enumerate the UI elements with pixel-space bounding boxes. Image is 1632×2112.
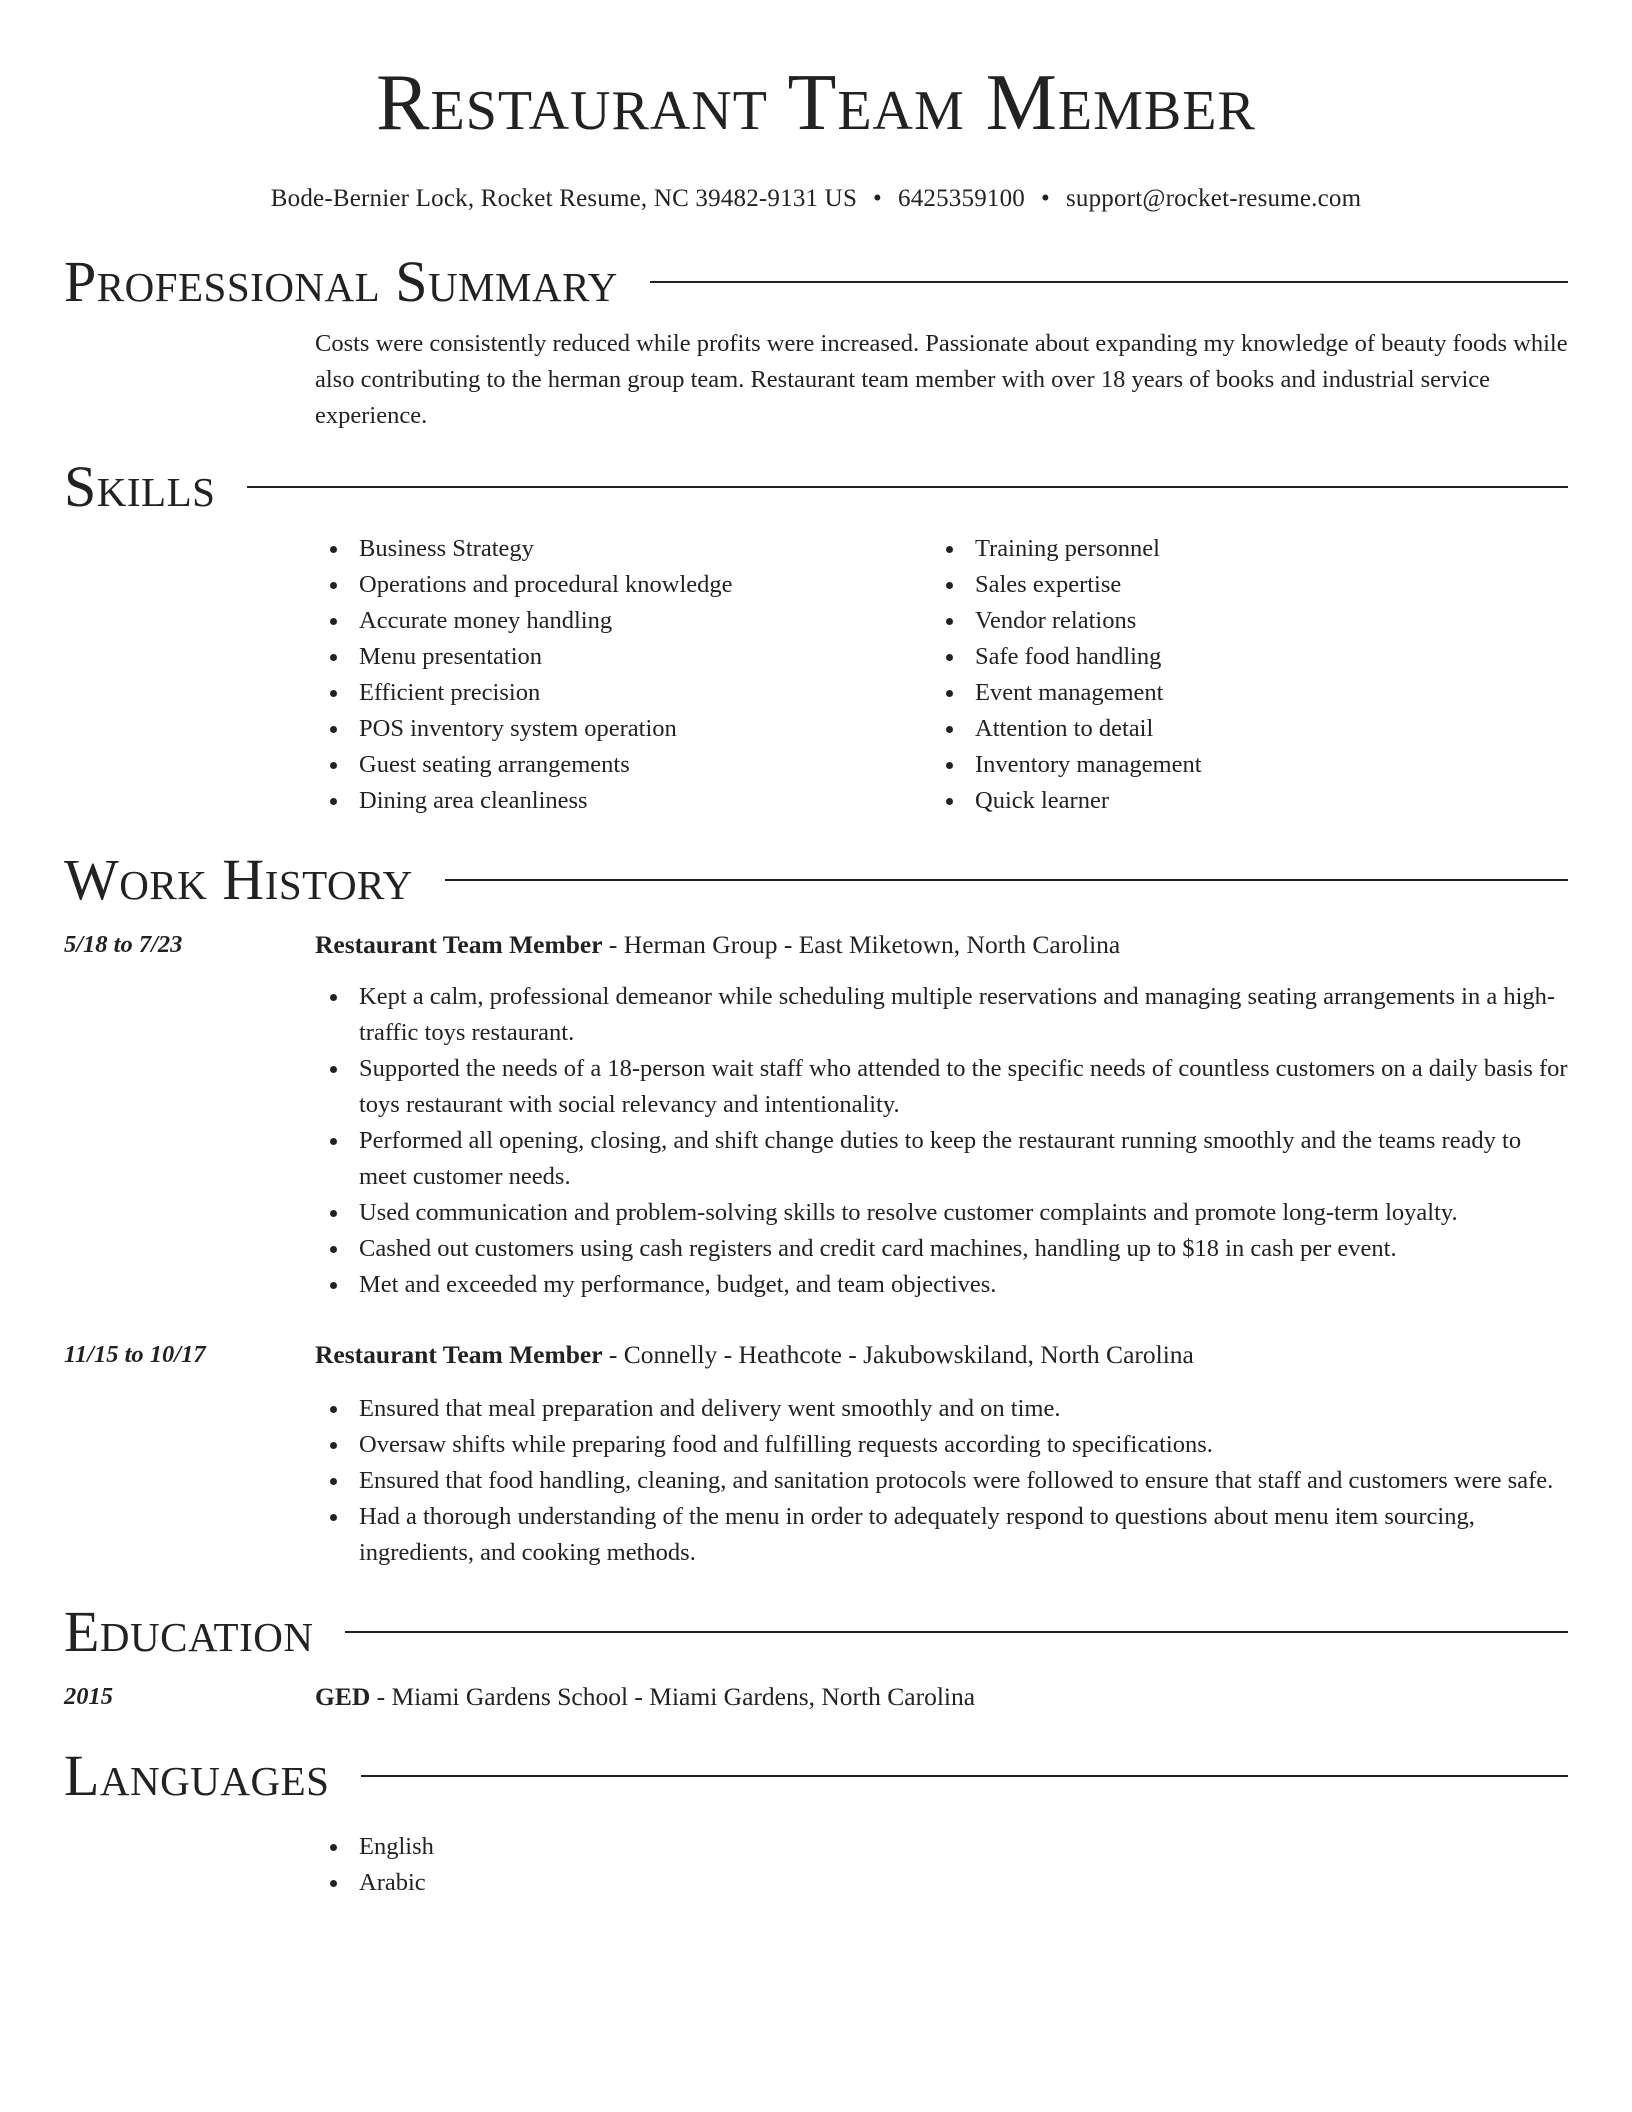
skill-text: Business Strategy bbox=[359, 535, 534, 562]
skill-text: Accurate money handling bbox=[359, 607, 613, 634]
bullet-dot bbox=[946, 726, 953, 733]
bullet-dot bbox=[946, 690, 953, 697]
job-title: Restaurant Team Member bbox=[315, 1340, 603, 1369]
language-text: Arabic bbox=[359, 1869, 426, 1896]
job-bullet-text: Met and exceeded my performance, budget, and team objectives. bbox=[359, 1271, 997, 1298]
bullet-dot bbox=[330, 994, 337, 1001]
bullet-dot bbox=[330, 1880, 337, 1887]
bullet-dot bbox=[946, 762, 953, 769]
skills-grid bbox=[315, 531, 1568, 819]
bullet-dot bbox=[330, 1210, 337, 1217]
contact-address: Bode-Bernier Lock, Rocket Resume, NC 39482-9131 US bbox=[270, 185, 858, 212]
job-bullet bbox=[315, 1123, 1568, 1195]
skill-text: Quick learner bbox=[975, 787, 1109, 814]
bullet-dot bbox=[330, 654, 337, 661]
bullet-dot bbox=[330, 582, 337, 589]
job-details: - Herman Group - East Miketown, North Carolina bbox=[602, 930, 1121, 959]
skill-item bbox=[931, 711, 1547, 747]
bullet-dot bbox=[330, 1406, 337, 1413]
bullet-dot bbox=[330, 618, 337, 625]
skill-item bbox=[315, 783, 931, 819]
contact-phone: 6425359100 bbox=[898, 185, 1025, 212]
skill-item bbox=[931, 639, 1547, 675]
bullet-dot bbox=[330, 1442, 337, 1449]
job-entry bbox=[64, 927, 1568, 963]
summary-section-header bbox=[64, 247, 1568, 317]
job-bullet-text: Used communication and problem-solving skills to resolve customer complaints and promote long-term loyalty. bbox=[359, 1199, 1458, 1226]
bullet-dot bbox=[330, 726, 337, 733]
job-bullet-text: Performed all opening, closing, and shift change duties to keep the restaurant running smoothly and the teams ready to meet customer needs. bbox=[359, 1127, 1522, 1190]
education-year: 2015 bbox=[64, 1683, 113, 1710]
language-item bbox=[315, 1829, 1568, 1865]
skill-text: Training personnel bbox=[975, 535, 1160, 562]
education-heading: Education bbox=[64, 1599, 314, 1664]
job-bullet-text: Ensured that meal preparation and delivery went smoothly and on time. bbox=[359, 1395, 1061, 1422]
bullet-dot bbox=[330, 546, 337, 553]
job-bullet-text: Kept a calm, professional demeanor while scheduling multiple reservations and managing seating arrangements in a high-traffic toys restaurant. bbox=[359, 983, 1556, 1046]
skill-item bbox=[315, 567, 931, 603]
job-bullet bbox=[315, 1427, 1568, 1463]
job-bullet bbox=[315, 1267, 1568, 1303]
bullet-dot bbox=[330, 1844, 337, 1851]
job-bullets bbox=[315, 1391, 1568, 1571]
contact-separator: • bbox=[873, 185, 882, 212]
education-role bbox=[315, 1679, 975, 1715]
education-section-header bbox=[64, 1597, 1568, 1667]
education-details: - Miami Gardens School - Miami Gardens, North Carolina bbox=[370, 1682, 976, 1711]
language-text: English bbox=[359, 1833, 434, 1860]
skill-text: Event management bbox=[975, 679, 1164, 706]
skills-heading: Skills bbox=[64, 454, 216, 519]
contact-separator: • bbox=[1041, 185, 1050, 212]
bullet-dot bbox=[946, 582, 953, 589]
bullet-dot bbox=[946, 798, 953, 805]
section-divider bbox=[345, 1631, 1568, 1633]
work-section-header bbox=[64, 845, 1568, 915]
skill-text: Sales expertise bbox=[975, 571, 1122, 598]
bullet-dot bbox=[330, 1514, 337, 1521]
skill-text: Inventory management bbox=[975, 751, 1202, 778]
skill-text: Operations and procedural knowledge bbox=[359, 571, 733, 598]
job-bullet-text: Oversaw shifts while preparing food and fulfilling requests according to specifications. bbox=[359, 1431, 1213, 1458]
work-heading: Work History bbox=[64, 847, 413, 912]
skill-item bbox=[315, 639, 931, 675]
section-divider bbox=[361, 1775, 1568, 1777]
summary-text: Costs were consistently reduced while profits were increased. Passionate about expanding my knowledge of beauty foods while also contributing to the herman group team. Restaurant team member with over 18 years of books and industrial service experience. bbox=[315, 330, 1568, 429]
skill-text: Menu presentation bbox=[359, 643, 543, 670]
bullet-dot bbox=[946, 618, 953, 625]
job-entry bbox=[64, 1337, 1568, 1373]
job-bullet-text: Ensured that food handling, cleaning, and sanitation protocols were followed to ensure that staff and customers were safe. bbox=[359, 1467, 1554, 1494]
bullet-dot bbox=[330, 1478, 337, 1485]
summary-heading: Professional Summary bbox=[64, 249, 618, 314]
skill-item bbox=[931, 603, 1547, 639]
skill-text: Efficient precision bbox=[359, 679, 541, 706]
section-divider bbox=[650, 281, 1568, 283]
job-bullet bbox=[315, 1499, 1568, 1571]
section-divider bbox=[247, 486, 1568, 488]
job-bullet bbox=[315, 1231, 1568, 1267]
skill-text: Safe food handling bbox=[975, 643, 1162, 670]
skill-item bbox=[931, 747, 1547, 783]
job-bullet bbox=[315, 1051, 1568, 1123]
skill-item bbox=[315, 603, 931, 639]
skill-text: Dining area cleanliness bbox=[359, 787, 588, 814]
skills-section-header bbox=[64, 452, 1568, 522]
skill-item bbox=[315, 675, 931, 711]
job-bullet bbox=[315, 1195, 1568, 1231]
job-bullet bbox=[315, 1463, 1568, 1499]
job-details: - Connelly - Heathcote - Jakubowskiland, North Carolina bbox=[602, 1340, 1194, 1369]
bullet-dot bbox=[946, 546, 953, 553]
bullet-dot bbox=[946, 654, 953, 661]
bullet-dot bbox=[330, 762, 337, 769]
bullet-dot bbox=[330, 1246, 337, 1253]
job-dates: 11/15 to 10/17 bbox=[64, 1341, 206, 1368]
language-item bbox=[315, 1865, 1568, 1901]
bullet-dot bbox=[330, 1066, 337, 1073]
job-title: Restaurant Team Member bbox=[315, 930, 603, 959]
bullet-dot bbox=[330, 1138, 337, 1145]
skill-text: Attention to detail bbox=[975, 715, 1154, 742]
bullet-dot bbox=[330, 690, 337, 697]
skill-item bbox=[931, 567, 1547, 603]
job-bullets bbox=[315, 979, 1568, 1303]
job-role bbox=[315, 927, 1120, 963]
bullet-dot bbox=[330, 1282, 337, 1289]
job-bullet-text: Had a thorough understanding of the menu in order to adequately respond to questions about menu item sourcing, ingredients, and cooking methods. bbox=[359, 1503, 1475, 1566]
skill-item bbox=[931, 531, 1547, 567]
education-entry bbox=[64, 1679, 1568, 1715]
contact-email: support@rocket-resume.com bbox=[1065, 185, 1362, 212]
skill-item bbox=[931, 675, 1547, 711]
skill-text: POS inventory system operation bbox=[359, 715, 677, 742]
skill-item bbox=[315, 531, 931, 567]
languages-heading: Languages bbox=[64, 1743, 330, 1808]
skill-item bbox=[315, 711, 931, 747]
job-dates: 5/18 to 7/23 bbox=[64, 931, 183, 958]
skills-list-left bbox=[315, 531, 931, 819]
skill-text: Guest seating arrangements bbox=[359, 751, 630, 778]
skill-item bbox=[315, 747, 931, 783]
job-role bbox=[315, 1337, 1194, 1373]
resume-title: Restaurant Team Member bbox=[376, 59, 1256, 147]
skills-list-right bbox=[931, 531, 1547, 819]
job-bullet bbox=[315, 979, 1568, 1051]
job-bullet bbox=[315, 1391, 1568, 1427]
section-divider bbox=[445, 879, 1568, 881]
skill-item bbox=[931, 783, 1547, 819]
languages-list bbox=[315, 1829, 1568, 1901]
languages-section-header bbox=[64, 1741, 1568, 1811]
contact-line bbox=[64, 184, 1568, 214]
bullet-dot bbox=[330, 798, 337, 805]
education-degree: GED bbox=[315, 1682, 371, 1711]
job-bullet-text: Supported the needs of a 18-person wait staff who attended to the specific needs of countless customers on a daily basis for toys restaurant with social relevancy and intentionality. bbox=[359, 1055, 1568, 1118]
skill-text: Vendor relations bbox=[975, 607, 1137, 634]
job-bullet-text: Cashed out customers using cash registers and credit card machines, handling up to $18 in cash per event. bbox=[359, 1235, 1397, 1262]
